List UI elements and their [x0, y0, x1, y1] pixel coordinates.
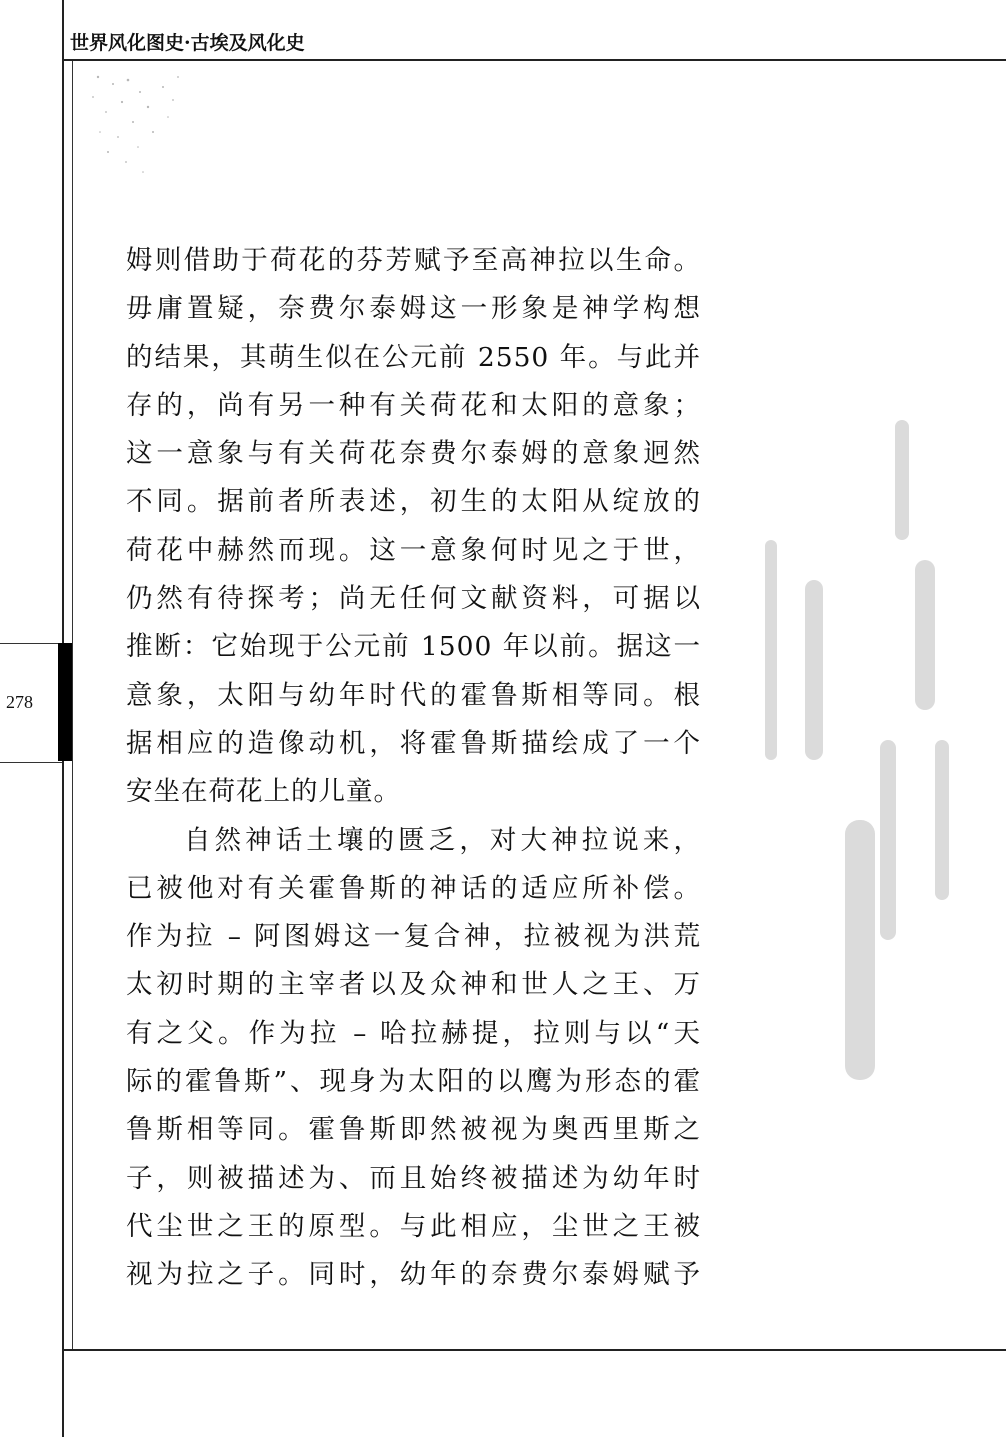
decorative-faded-figure [745, 380, 975, 1160]
text-line: 视为拉之子。同时，幼年的奈费尔泰姆赋予 [126, 1259, 701, 1291]
footer-rule [62, 1349, 1006, 1351]
text-line: 不同。据前者所表述，初生的太阳从绽放的 [126, 486, 701, 518]
text-line: 这一意象与有关荷花奈费尔泰姆的意象迥然 [126, 438, 701, 470]
text-line: 太初时期的主宰者以及众神和世人之王、万 [126, 969, 701, 1001]
text-line: 毋庸置疑，奈费尔泰姆这一形象是神学构想 [126, 293, 701, 325]
body-text [126, 237, 701, 1300]
text-line: 意象，太阳与幼年时代的霍鲁斯相等同。根 [126, 679, 701, 711]
text-line: 推断：它始现于公元前 1500 年以前。据这一 [126, 631, 701, 663]
page-number-tab-bar [58, 643, 72, 761]
text-line: 鲁斯相等同。霍鲁斯即然被视为奥西里斯之 [126, 1114, 701, 1146]
text-line: 存的，尚有另一种有关荷花和太阳的意象； [126, 389, 701, 421]
text-line: 有之父。作为拉 – 哈拉赫提，拉则与以“天 [126, 1017, 701, 1049]
inner-border-rule [72, 60, 73, 1350]
text-line: 子，则被描述为、而且始终被描述为幼年时 [126, 1162, 701, 1194]
text-line: 的结果，其萌生似在公元前 2550 年。与此并 [126, 341, 701, 373]
text-line: 姆则借助于荷花的芬芳赋予至高神拉以生命。 [126, 245, 701, 276]
running-head-title: 世界风化图史·古埃及风化史 [70, 32, 305, 54]
text-line: 据相应的造像动机，将霍鲁斯描绘成了一个 [126, 727, 701, 759]
header-rule [62, 59, 1006, 61]
text-line: 作为拉 – 阿图姆这一复合神，拉被视为洪荒 [126, 921, 701, 953]
page-number: 278 [6, 692, 33, 712]
decorative-speckle-ornament [78, 62, 208, 192]
paragraph-end-line: 安坐在荷花上的儿童。 [126, 776, 401, 808]
text-line: 代尘世之王的原型。与此相应，尘世之王被 [126, 1210, 701, 1242]
text-line: 际的霍鲁斯”、现身为太阳的以鹰为形态的霍 [126, 1066, 701, 1098]
paragraph-start-line: 自然神话土壤的匮乏，对大神拉说来， [184, 824, 701, 856]
text-line: 仍然有待探考；尚无任何文献资料，可据以 [126, 583, 701, 615]
text-line: 荷花中赫然而现。这一意象何时见之于世， [126, 534, 701, 566]
text-line: 已被他对有关霍鲁斯的神话的适应所补偿。 [126, 872, 701, 904]
